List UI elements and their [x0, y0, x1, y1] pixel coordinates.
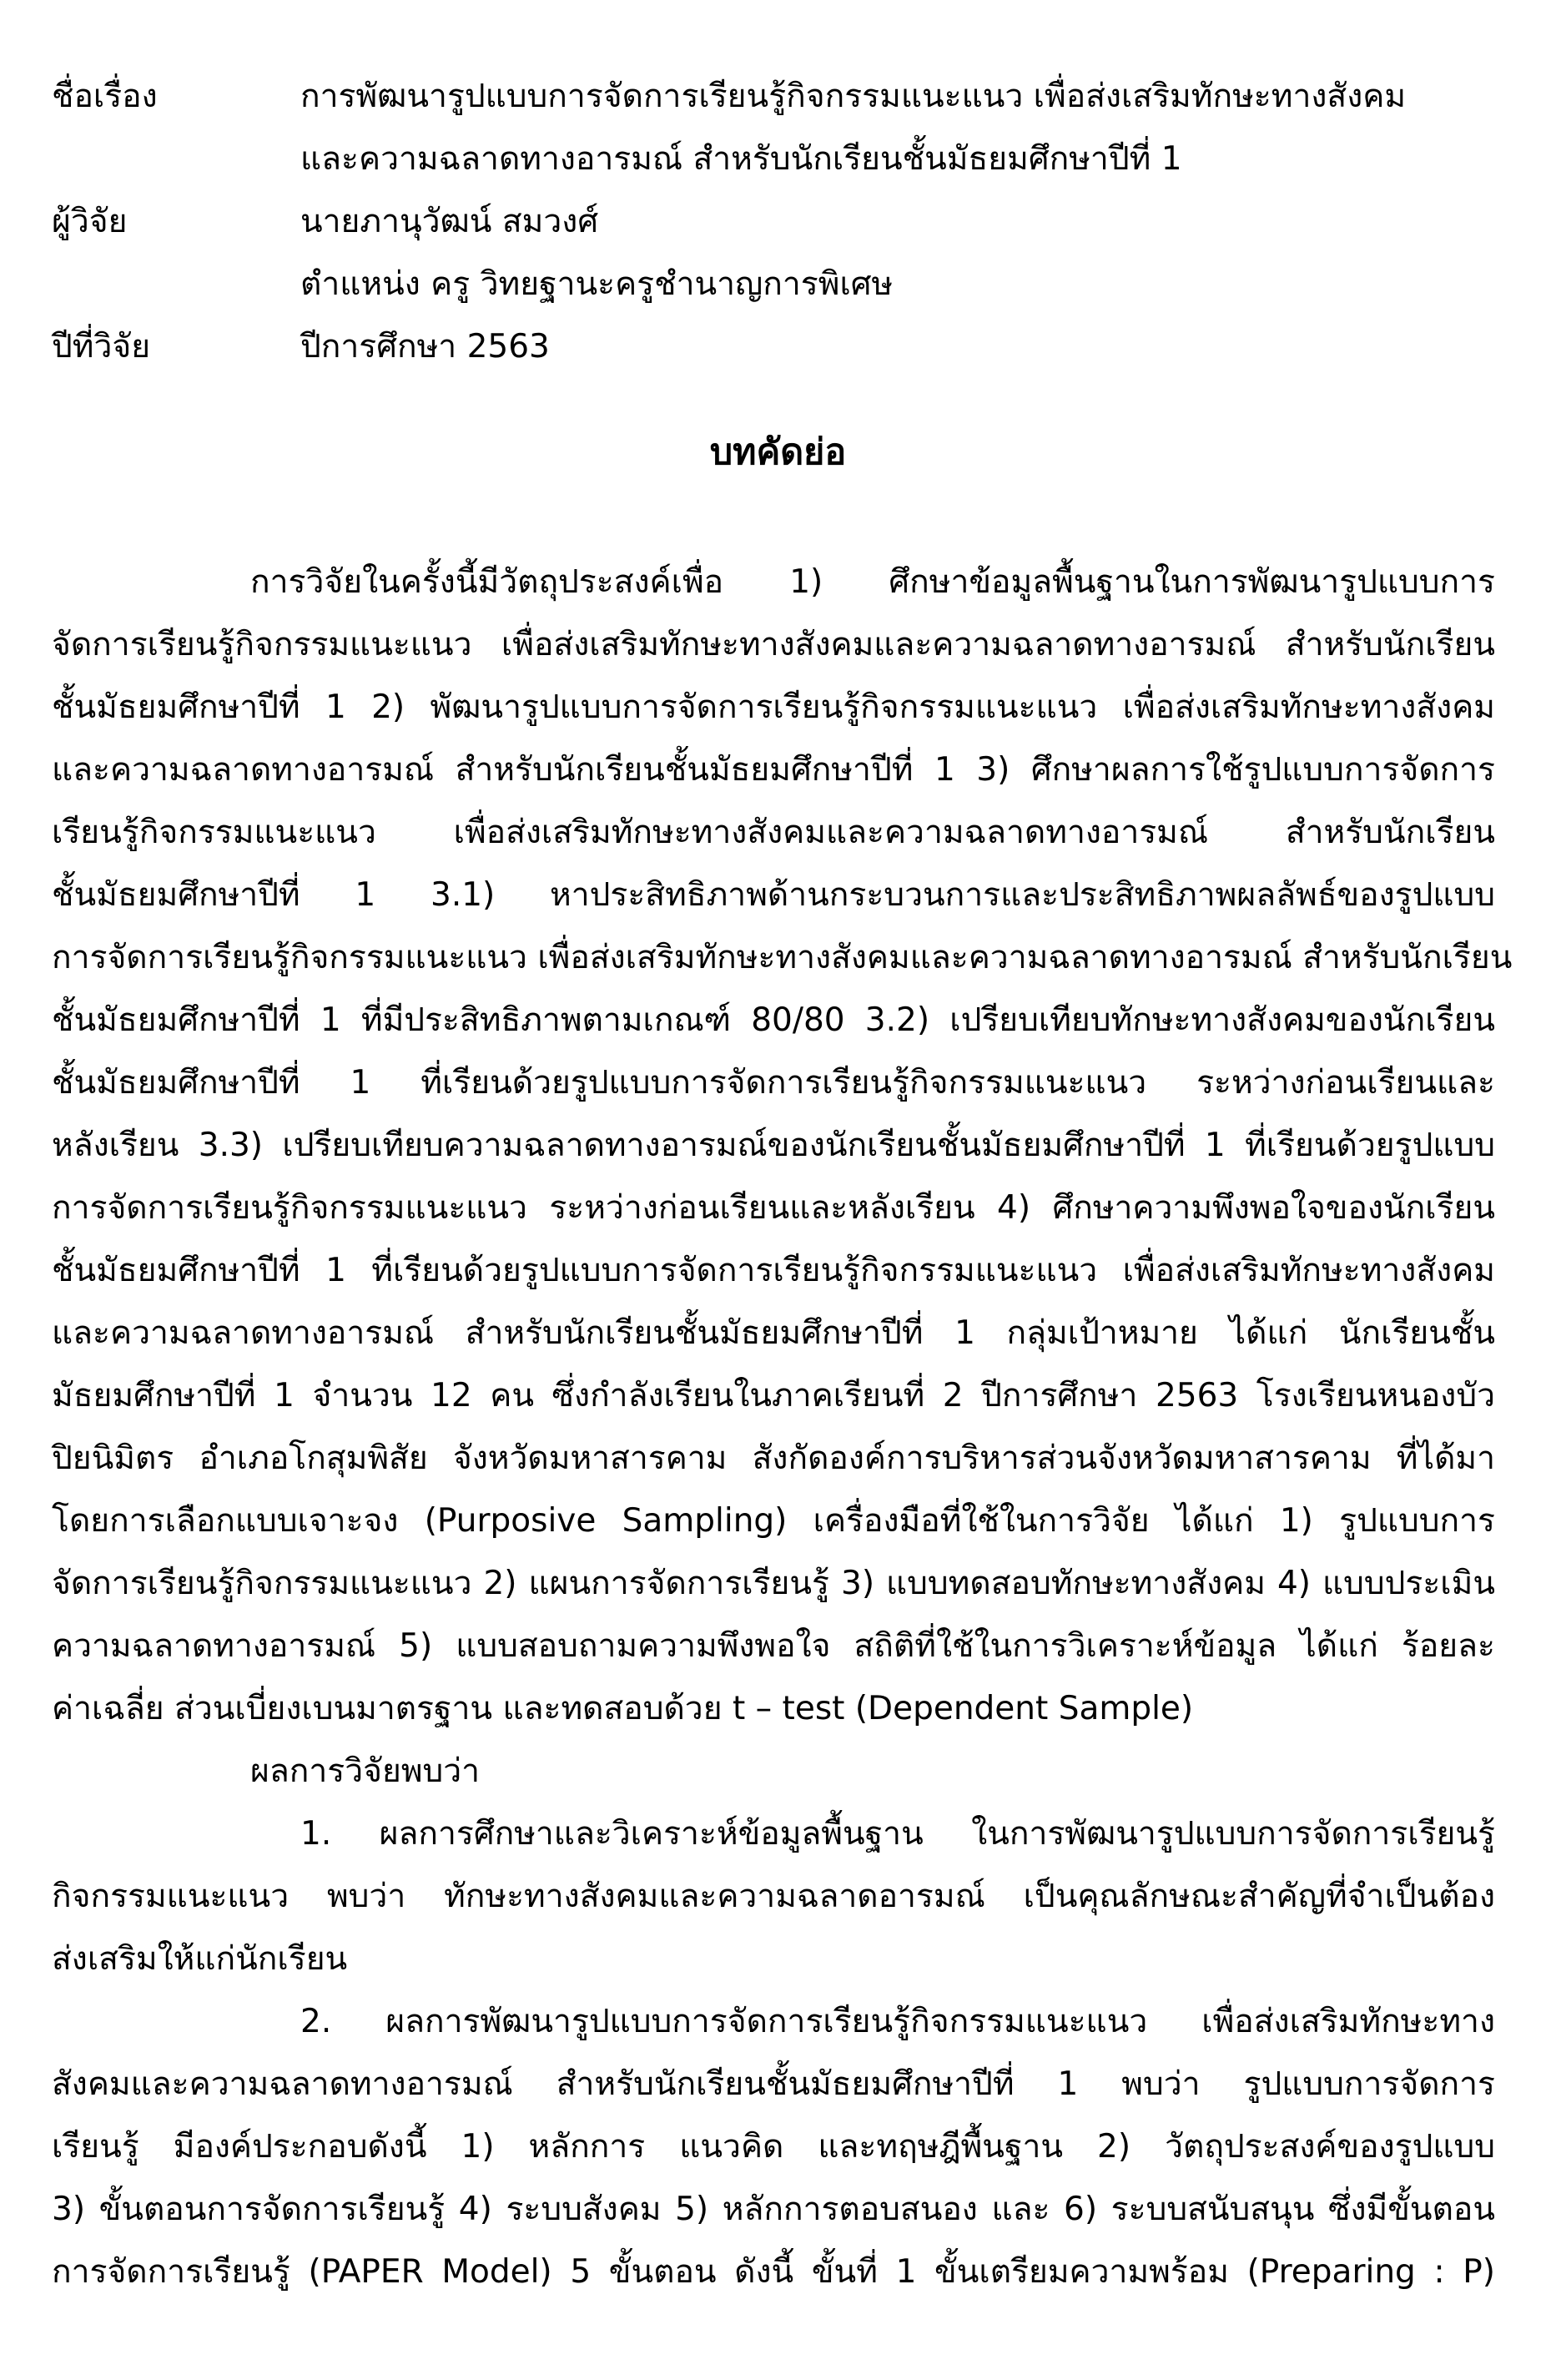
research-year-label: ปีที่วิจัย: [52, 328, 151, 366]
abstract-line: จัดการเรียนรู้กิจกรรมแนะแนว เพื่อส่งเสริมทักษะทางสังคมและความฉลาดทางอารมณ์ สำหรับนักเรียน: [52, 626, 1495, 663]
abstract-line: ปิยนิมิตร อำเภอโกสุมพิสัย จังหวัดมหาสารคาม สังกัดองค์การบริหารส่วนจังหวัดมหาสารคาม ที่ได้มา: [52, 1440, 1495, 1477]
research-title-line-2: และความฉลาดทางอารมณ์ สำหรับนักเรียนชั้นมัธยมศึกษาปีที่ 1: [300, 140, 1182, 178]
abstract-line: และความฉลาดทางอารมณ์ สำหรับนักเรียนชั้นมัธยมศึกษาปีที่ 1 3) ศึกษาผลการใช้รูปแบบการจัดการ: [52, 751, 1495, 789]
abstract-line: ชั้นมัธยมศึกษาปีที่ 1 ที่มีประสิทธิภาพตามเกณฑ์ 80/80 3.2) เปรียบเทียบทักษะทางสังคมของนักเรียน: [52, 1001, 1495, 1039]
abstract-line: การวิจัยในครั้งนี้มีวัตถุประสงค์เพื่อ 1) ศึกษาข้อมูลพื้นฐานในการพัฒนารูปแบบการ: [250, 563, 1495, 601]
abstract-heading: บทคัดย่อ: [709, 431, 847, 473]
abstract-line: ความฉลาดทางอารมณ์ 5) แบบสอบถามความพึงพอใจ สถิติที่ใช้ในการวิเคราะห์ข้อมูล ได้แก่ ร้อยละ: [52, 1627, 1495, 1665]
abstract-line: ชั้นมัธยมศึกษาปีที่ 1 3.1) หาประสิทธิภาพด้านกระบวนการและประสิทธิภาพผลลัพธ์ของรูปแบบ: [52, 876, 1495, 914]
researcher-label: ผู้วิจัย: [52, 203, 128, 240]
finding-2-line: 3) ขั้นตอนการจัดการเรียนรู้ 4) ระบบสังคม 5) หลักการตอบสนอง และ 6) ระบบสนับสนุน ซึ่งมีขั้นตอน: [52, 2191, 1495, 2228]
findings-heading: ผลการวิจัยพบว่า: [250, 1752, 481, 1790]
research-year-value: ปีการศึกษา 2563: [300, 328, 550, 366]
abstract-line: จัดการเรียนรู้กิจกรรมแนะแนว 2) แผนการจัดการเรียนรู้ 3) แบบทดสอบทักษะทางสังคม 4) แบบประเมิน: [52, 1565, 1495, 1602]
research-title-line-1: การพัฒนารูปแบบการจัดการเรียนรู้กิจกรรมแนะแนว เพื่อส่งเสริมทักษะทางสังคม: [300, 78, 1407, 115]
abstract-line: ค่าเฉลี่ย ส่วนเบี่ยงเบนมาตรฐาน และทดสอบด้วย t – test (Dependent Sample): [52, 1690, 1194, 1727]
finding-2-line: เรียนรู้ มีองค์ประกอบดังนี้ 1) หลักการ แนวคิด และทฤษฎีพื้นฐาน 2) วัตถุประสงค์ของรูปแบบ: [52, 2128, 1495, 2166]
abstract-line: โดยการเลือกแบบเจาะจง (Purposive Sampling) เครื่องมือที่ใช้ในการวิจัย ได้แก่ 1) รูปแบบการ: [52, 1502, 1495, 1540]
abstract-line: ชั้นมัธยมศึกษาปีที่ 1 ที่เรียนด้วยรูปแบบการจัดการเรียนรู้กิจกรรมแนะแนว ระหว่างก่อนเรียนและ: [52, 1064, 1495, 1102]
researcher-position: ตำแหน่ง ครู วิทยฐานะครูชำนาญการพิเศษ: [300, 265, 894, 303]
finding-2-line: การจัดการเรียนรู้ (PAPER Model) 5 ขั้นตอน ดังนี้ ขั้นที่ 1 ขั้นเตรียมความพร้อม (Preparing : P): [52, 2253, 1495, 2291]
abstract-line: ชั้นมัธยมศึกษาปีที่ 1 2) พัฒนารูปแบบการจัดการเรียนรู้กิจกรรมแนะแนว เพื่อส่งเสริมทักษะทางสังคม: [52, 688, 1495, 726]
abstract-line: และความฉลาดทางอารมณ์ สำหรับนักเรียนชั้นมัธยมศึกษาปีที่ 1 กลุ่มเป้าหมาย ได้แก่ นักเรียนชั้น: [52, 1314, 1495, 1352]
finding-1-line: ส่งเสริมให้แก่นักเรียน: [52, 1940, 348, 1978]
finding-1-line: กิจกรรมแนะแนว พบว่า ทักษะทางสังคมและความฉลาดอารมณ์ เป็นคุณลักษณะสำคัญที่จำเป็นต้อง: [52, 1878, 1495, 1915]
finding-2-line: 2. ผลการพัฒนารูปแบบการจัดการเรียนรู้กิจกรรมแนะแนว เพื่อส่งเสริมทักษะทาง: [300, 2003, 1495, 2040]
abstract-line: การจัดการเรียนรู้กิจกรรมแนะแนว ระหว่างก่อนเรียนและหลังเรียน 4) ศึกษาความพึงพอใจของนักเรียน: [52, 1189, 1495, 1227]
abstract-line: หลังเรียน 3.3) เปรียบเทียบความฉลาดทางอารมณ์ของนักเรียนชั้นมัธยมศึกษาปีที่ 1 ที่เรียนด้วยรูปแบบ: [52, 1127, 1495, 1164]
finding-2-line: สังคมและความฉลาดทางอารมณ์ สำหรับนักเรียนชั้นมัธยมศึกษาปีที่ 1 พบว่า รูปแบบการจัดการ: [52, 2065, 1495, 2103]
abstract-line: เรียนรู้กิจกรรมแนะแนว เพื่อส่งเสริมทักษะทางสังคมและความฉลาดทางอารมณ์ สำหรับนักเรียน: [52, 814, 1495, 851]
abstract-line: การจัดการเรียนรู้กิจกรรมแนะแนว เพื่อส่งเสริมทักษะทางสังคมและความฉลาดทางอารมณ์ สำหรับนักเรียน: [52, 939, 1513, 976]
abstract-line: ชั้นมัธยมศึกษาปีที่ 1 ที่เรียนด้วยรูปแบบการจัดการเรียนรู้กิจกรรมแนะแนว เพื่อส่งเสริมทักษะทางสังคม: [52, 1252, 1495, 1289]
abstract-line: มัธยมศึกษาปีที่ 1 จำนวน 12 คน ซึ่งกำลังเรียนในภาคเรียนที่ 2 ปีการศึกษา 2563 โรงเรียนหนองบัว: [52, 1377, 1495, 1414]
finding-1-line: 1. ผลการศึกษาและวิเคราะห์ข้อมูลพื้นฐาน ในการพัฒนารูปแบบการจัดการเรียนรู้: [300, 1815, 1495, 1853]
researcher-name: นายภานุวัฒน์ สมวงศ์: [300, 203, 599, 240]
title-label: ชื่อเรื่อง: [52, 78, 158, 115]
